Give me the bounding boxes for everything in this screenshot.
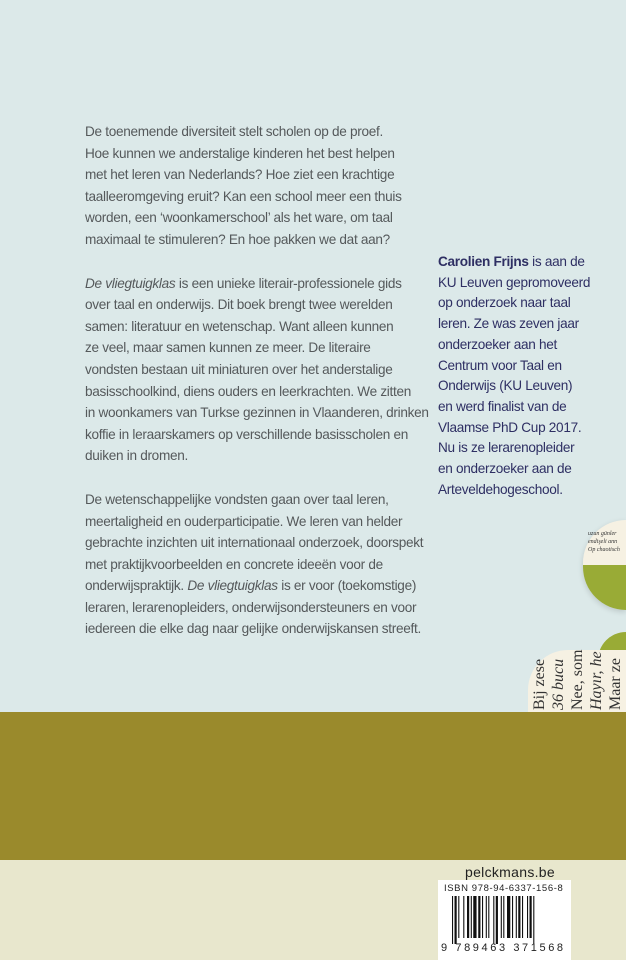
text-segment: Arteveldehogeschool. <box>438 481 563 497</box>
blurb-line <box>85 186 430 208</box>
blurb-paragraph <box>85 121 430 251</box>
text-segment: gebrachte inzichten uit internationaal onderzoek, doorspekt <box>85 535 424 551</box>
decorative-book-page <box>528 650 626 712</box>
bio-line <box>438 356 618 377</box>
text-segment: over taal en onderwijs. Dit boek brengt twee werelden <box>85 297 393 313</box>
blurb-line <box>85 575 430 597</box>
bio-line <box>438 314 618 335</box>
text-segment: Nu is ze lerarenopleider <box>438 440 575 456</box>
text-segment: met het leren van Nederlands? Hoe ziet een krachtige <box>85 167 395 183</box>
blurb-line <box>85 359 430 381</box>
blurb-line <box>85 337 430 359</box>
book-title: De vliegtuigklas <box>85 275 176 291</box>
bio-line <box>438 438 618 459</box>
blurb-paragraph <box>85 273 430 467</box>
vertical-text-snippet <box>530 650 625 710</box>
text-segment: De wetenschappelijke vondsten gaan over taal leren, <box>85 491 389 507</box>
text-segment: in woonkamers van Turkse gezinnen in Vlaanderen, drinken <box>85 405 429 421</box>
text-segment: vondsten bestaan uit miniaturen over het anderstalige <box>85 361 393 377</box>
blurb-line <box>85 381 430 403</box>
barcode-bar <box>488 896 489 938</box>
barcode-bar <box>471 896 472 938</box>
text-segment: meertaligheid en ouderparticipatie. We leren van helder <box>85 513 403 529</box>
author-name: Carolien Frijns <box>438 254 529 269</box>
book-title: De vliegtuigklas <box>187 578 278 594</box>
blurb-line <box>85 424 430 446</box>
barcode-bar <box>503 896 504 938</box>
barcode-bar <box>493 896 494 944</box>
blurb-line <box>85 402 430 424</box>
snippet-line: Nee, som <box>569 649 586 710</box>
barcode-bar <box>478 896 480 938</box>
text-segment: is aan de <box>528 254 585 269</box>
text-segment: onderzoeker aan het <box>438 336 558 352</box>
isbn-barcode <box>438 880 571 960</box>
text-segment: koffie in leraarskamers op verschillende basisscholen en <box>85 426 408 442</box>
barcode-bar <box>522 896 523 938</box>
publisher-url: pelckmans.be <box>465 864 555 880</box>
text-segment: met praktijkvoorbeelden en concrete ideeën voor de <box>85 556 383 572</box>
text-segment: onderwijspraktijk. <box>85 578 188 594</box>
snippet-line: endişeli ann <box>588 539 618 545</box>
back-cover-blurb <box>85 121 430 662</box>
bio-line <box>438 335 618 356</box>
blurb-line <box>85 207 430 229</box>
blurb-line <box>85 316 430 338</box>
text-segment: Centrum voor Taal en <box>438 357 562 373</box>
text-segment: worden, een ‘woonkamerschool’ als het ware, om taal <box>85 210 393 226</box>
bio-line <box>438 252 618 273</box>
blurb-line <box>85 511 430 533</box>
circle-text-snippet <box>588 530 626 554</box>
text-segment: leren. Ze was zeven jaar <box>438 316 579 332</box>
text-segment: leraren, lerarenopleiders, onderwijsondersteuners en voor <box>85 599 417 615</box>
barcode-bar <box>452 896 453 944</box>
barcode-bar <box>455 896 457 944</box>
barcode-bar <box>533 896 534 944</box>
barcode-bar <box>467 896 469 938</box>
blurb-line <box>85 273 430 295</box>
text-segment: op onderzoek naar taal <box>438 295 571 311</box>
blurb-line <box>85 164 430 186</box>
bio-line <box>438 273 618 294</box>
barcode-bars-icon <box>452 896 567 944</box>
blurb-line <box>85 229 430 251</box>
blurb-line <box>85 618 430 640</box>
text-segment: duiken in dromen. <box>85 448 188 464</box>
text-segment: iedereen die elke dag naar gelijke onderwijskansen streeft. <box>85 621 421 637</box>
blurb-line <box>85 532 430 554</box>
barcode-bar <box>501 896 502 938</box>
text-segment: en onderzoeker aan de <box>438 461 572 477</box>
barcode-bar <box>507 896 510 938</box>
text-segment: De toenemende diversiteit stelt scholen op de proef. <box>85 124 383 139</box>
snippet-line: Hayır, he <box>588 651 605 710</box>
bio-line <box>438 293 618 314</box>
snippet-line: uzun günler <box>588 531 617 537</box>
isbn-label: ISBN 978-94-6337-156-8 <box>444 883 564 894</box>
barcode-bar <box>482 896 483 938</box>
text-segment: maximaal te stimuleren? En hoe pakken we dat aan? <box>85 231 390 247</box>
barcode-bar <box>512 896 513 938</box>
barcode-bar <box>473 896 476 938</box>
bio-line <box>438 459 618 480</box>
barcode-bar <box>458 896 459 938</box>
text-segment: KU Leuven gepromoveerd <box>438 274 591 290</box>
author-bio <box>438 252 618 500</box>
blurb-line <box>85 143 430 165</box>
blurb-line <box>85 121 430 143</box>
bio-line <box>438 376 618 397</box>
text-segment: en werd finalist van de <box>438 398 567 414</box>
text-segment: Hoe kunnen we anderstalige kinderen het best helpen <box>85 145 395 161</box>
text-segment: taalleeromgeving eruit? Kan een school meer een thuis <box>85 188 402 204</box>
text-segment: is een unieke literair-professionele gids <box>175 275 402 291</box>
bio-line <box>438 480 618 501</box>
bio-line <box>438 418 618 439</box>
blurb-line <box>85 445 430 467</box>
blurb-line <box>85 554 430 576</box>
blurb-paragraph <box>85 489 430 640</box>
barcode-bar <box>518 896 520 938</box>
text-segment: ze veel, maar samen kunnen ze meer. De literaire <box>85 340 371 356</box>
snippet-line: 36 bucu <box>550 658 567 710</box>
blurb-line <box>85 489 430 511</box>
text-segment: is er voor (toekomstige) <box>277 578 417 594</box>
barcode-bar <box>516 896 517 938</box>
barcode-bar <box>527 896 528 938</box>
blurb-line <box>85 294 430 316</box>
barcode-bar <box>496 896 498 944</box>
barcode-digits: 9 789463 371568 <box>441 942 566 954</box>
text-segment: basisschoolkind, diens ouders en leerkrachten. We zitten <box>85 383 412 399</box>
barcode-bar <box>463 896 464 938</box>
snippet-line: Maar ze <box>607 658 624 710</box>
decorative-circle-photo <box>583 520 626 610</box>
snippet-line: Bij zese <box>531 658 548 710</box>
text-segment: Onderwijs (KU Leuven) <box>438 378 573 394</box>
olive-band <box>0 712 626 860</box>
barcode-bar <box>530 896 532 938</box>
text-segment: samen: literatuur en wetenschap. Want alleen kunnen <box>85 318 394 334</box>
text-segment: Vlaamse PhD Cup 2017. <box>438 419 582 435</box>
blurb-line <box>85 597 430 619</box>
barcode-bar <box>486 896 487 938</box>
bio-line <box>438 397 618 418</box>
snippet-line: Op chaotisch <box>588 547 620 553</box>
